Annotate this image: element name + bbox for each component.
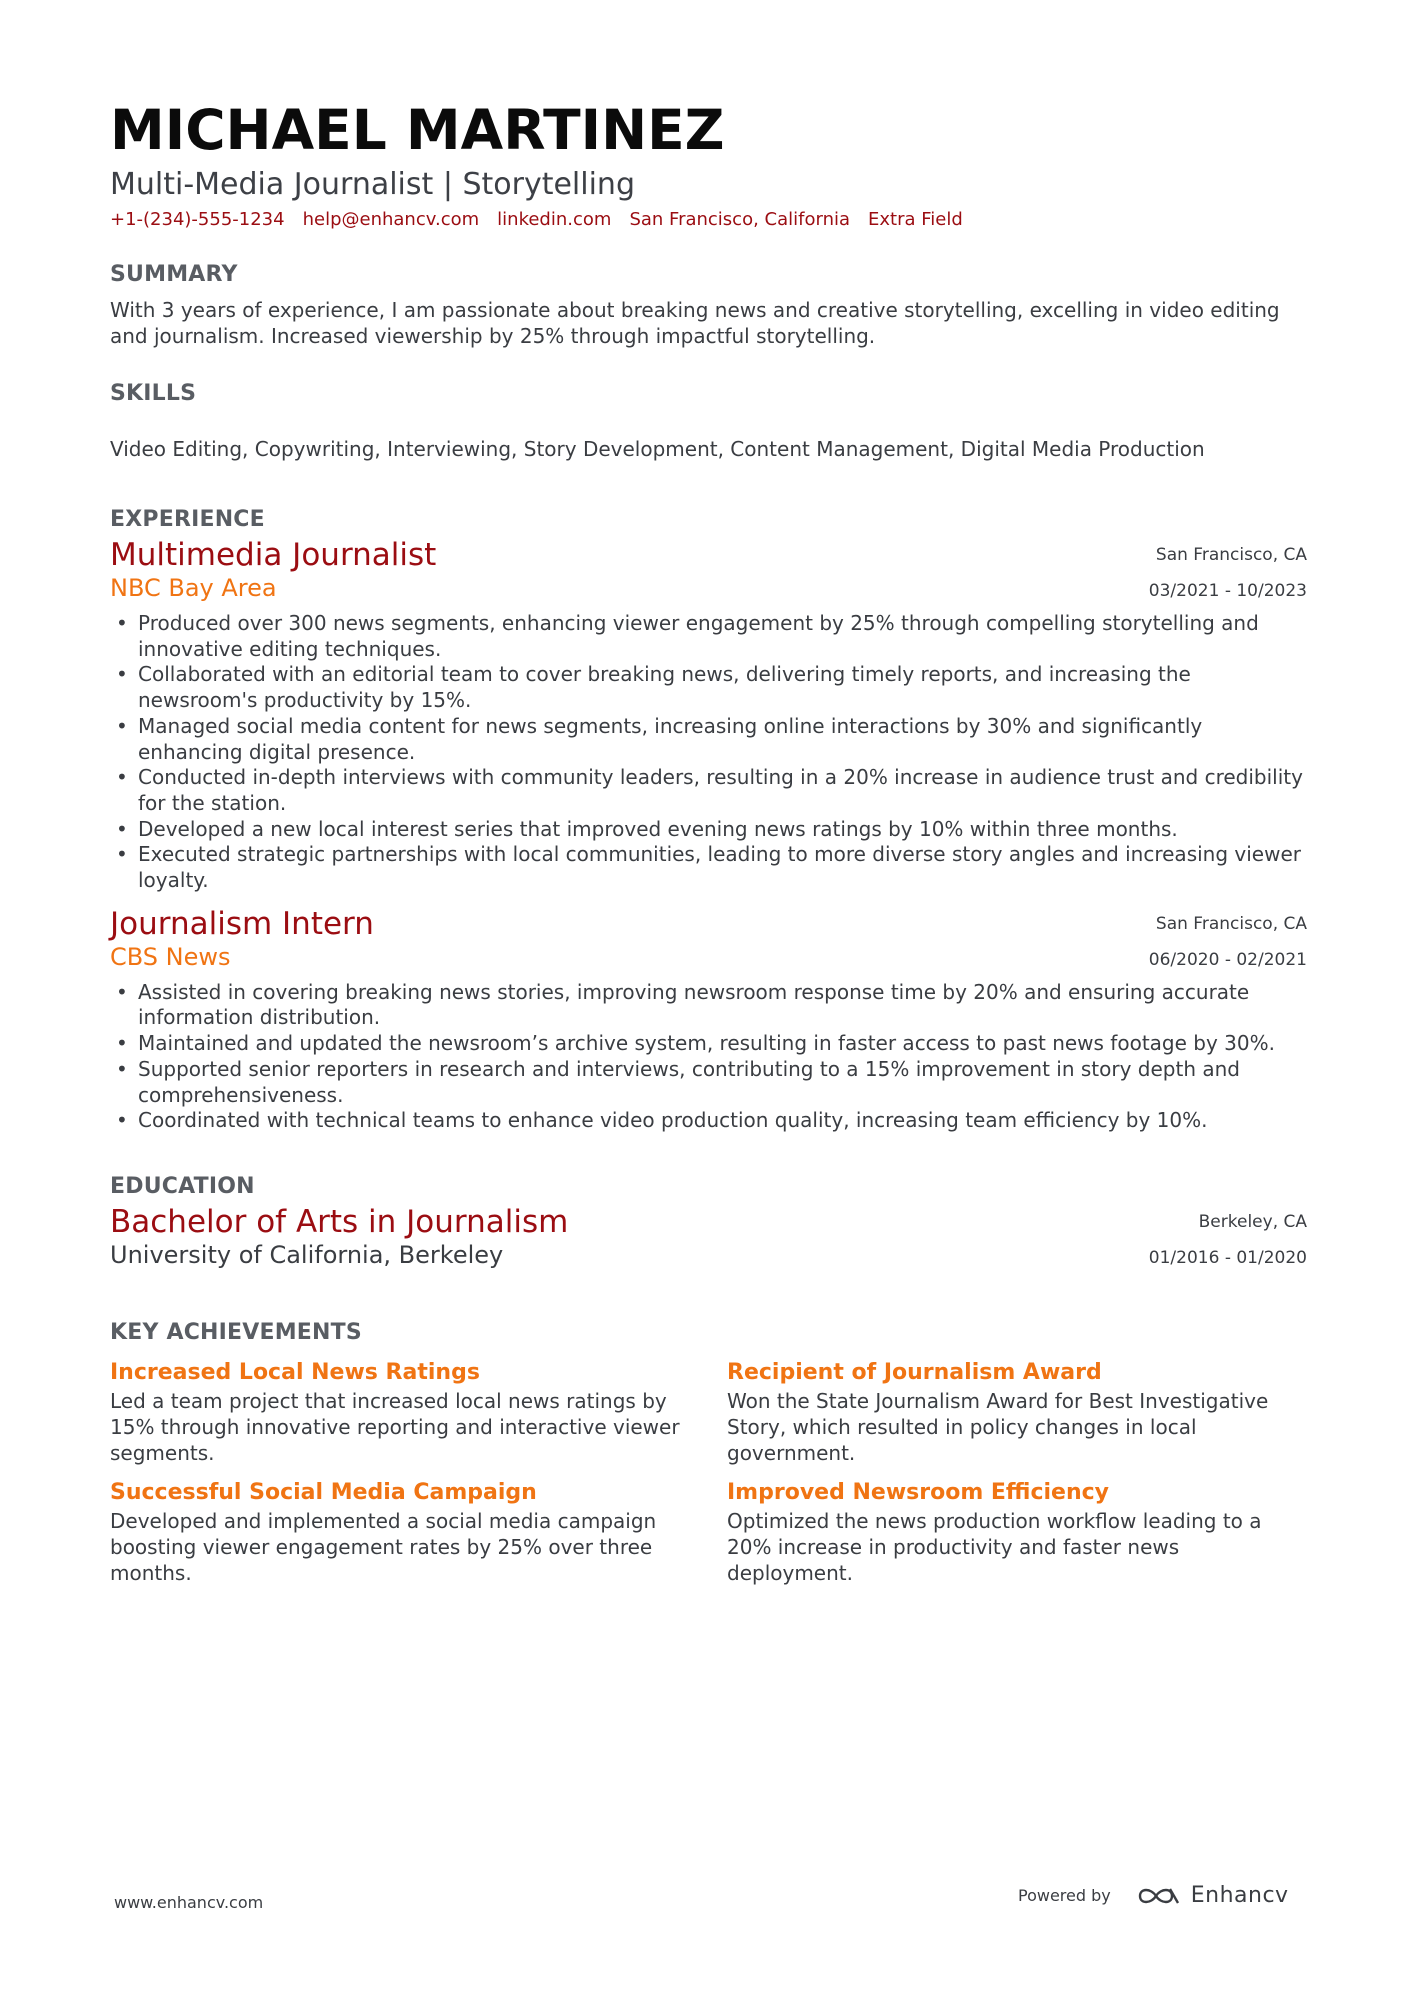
list-item: • Assisted in covering breaking news stories, improving newsroom response time by 20% and ensuring accurate information distribution. <box>110 980 1307 1031</box>
list-item: • Maintained and updated the newsroom’s archive system, resulting in faster access to past news footage by 30%. <box>110 1031 1307 1057</box>
contact-email[interactable]: help@enhancv.com <box>302 209 480 230</box>
resume-page <box>110 95 1307 1586</box>
summary-title: SUMMARY <box>110 262 238 287</box>
achievement-item <box>727 1358 1307 1466</box>
job-company: CBS News <box>110 942 231 971</box>
experience-title: EXPERIENCE <box>110 507 265 532</box>
skills-text: Video Editing, Copywriting, Interviewing, Story Development, Content Management, Digital Media Production <box>110 437 1205 461</box>
achievement-item <box>110 1358 690 1466</box>
education-title: EDUCATION <box>110 1173 255 1199</box>
summary-text: With 3 years of experience, I am passionate about breaking news and creative storytelling, excelling in video editing and journalism. Increased viewership by 25% through impactful storytelling. <box>110 298 1280 348</box>
enhancv-logo-icon <box>1137 1884 1181 1908</box>
achievement-title: Recipient of Journalism Award <box>727 1359 1102 1385</box>
education-dates: 01/2016 - 01/2020 <box>1148 1247 1307 1268</box>
powered-by-label: Powered by <box>1018 1886 1111 1905</box>
list-item: • Executed strategic partnerships with local communities, leading to more diverse story angles and increasing viewer loyalty. <box>110 842 1307 893</box>
job-dates: 03/2021 - 10/2023 <box>1148 581 1307 601</box>
job-bullets <box>110 980 1307 1134</box>
list-item: • Conducted in-depth interviews with community leaders, resulting in a 20% increase in audience trust and credibility for the station. <box>110 765 1307 816</box>
list-item: • Collaborated with an editorial team to cover breaking news, delivering timely reports, and increasing the newsroom's productivity by 15%. <box>110 662 1307 713</box>
achievement-item <box>110 1478 690 1586</box>
job-title: Journalism Intern <box>110 905 374 942</box>
skills-section <box>110 379 1307 462</box>
candidate-name: MICHAEL MARTINEZ <box>110 98 725 162</box>
skills-title: SKILLS <box>110 381 197 406</box>
experience-section <box>110 505 1307 1134</box>
education-location: Berkeley, CA <box>1198 1211 1307 1232</box>
achievement-text: Optimized the news production workflow leading to a 20% increase in productivity and faster news deployment. <box>727 1508 1262 1585</box>
contact-bar <box>110 207 1307 233</box>
footer-branding <box>1018 1883 1289 1908</box>
degree-title: Bachelor of Arts in Journalism <box>110 1203 569 1240</box>
list-item: • Managed social media content for news segments, increasing online interactions by 30% and significantly enhancing digital presence. <box>110 714 1307 765</box>
achievement-title: Improved Newsroom Efficiency <box>727 1479 1110 1505</box>
contact-linkedin[interactable]: linkedin.com <box>497 209 612 230</box>
list-item: • Coordinated with technical teams to enhance video production quality, increasing team efficiency by 10%. <box>110 1108 1307 1134</box>
job-title: Multimedia Journalist <box>110 537 437 573</box>
contact-location: San Francisco, California <box>629 209 851 230</box>
education-section <box>110 1172 1307 1276</box>
job-bullets <box>110 611 1307 894</box>
achievements-section <box>110 1318 1307 1586</box>
list-item: • Produced over 300 news segments, enhancing viewer engagement by 25% through compelling storytelling and innovative editing techniques. <box>110 611 1307 662</box>
achievements-title: KEY ACHIEVEMENTS <box>110 1319 362 1345</box>
school-name: University of California, Berkeley <box>110 1240 504 1269</box>
list-item: • Developed a new local interest series that improved evening news ratings by 10% within three months. <box>110 817 1307 843</box>
headline: Multi-Media Journalist | Storytelling <box>110 167 635 202</box>
list-item: • Supported senior reporters in research and interviews, contributing to a 15% improvement in story depth and comprehensiveness. <box>110 1057 1307 1108</box>
achievement-text: Won the State Journalism Award for Best Investigative Story, which resulted in policy changes in local government. <box>727 1388 1269 1465</box>
footer-website[interactable]: www.enhancv.com <box>114 1893 264 1912</box>
brand-link[interactable] <box>1137 1883 1289 1908</box>
job-entry <box>110 906 1307 1134</box>
job-dates: 06/2020 - 02/2021 <box>1148 949 1307 970</box>
contact-phone[interactable]: +1-(234)-555-1234 <box>110 209 285 230</box>
contact-extra: Extra Field <box>868 209 963 230</box>
achievement-text: Led a team project that increased local news ratings by 15% through innovative reporting and interactive viewer segments. <box>110 1388 680 1465</box>
job-location: San Francisco, CA <box>1155 913 1307 934</box>
achievement-item <box>727 1478 1307 1586</box>
job-entry <box>110 537 1307 894</box>
achievement-title: Increased Local News Ratings <box>110 1359 480 1385</box>
achievement-title: Successful Social Media Campaign <box>110 1479 537 1505</box>
achievement-text: Developed and implemented a social media campaign boosting viewer engagement rates by 25% over three months. <box>110 1508 657 1585</box>
brand-name: Enhancv <box>1190 1883 1289 1908</box>
job-company: NBC Bay Area <box>110 574 277 602</box>
summary-section <box>110 260 1307 349</box>
job-location: San Francisco, CA <box>1155 545 1307 565</box>
